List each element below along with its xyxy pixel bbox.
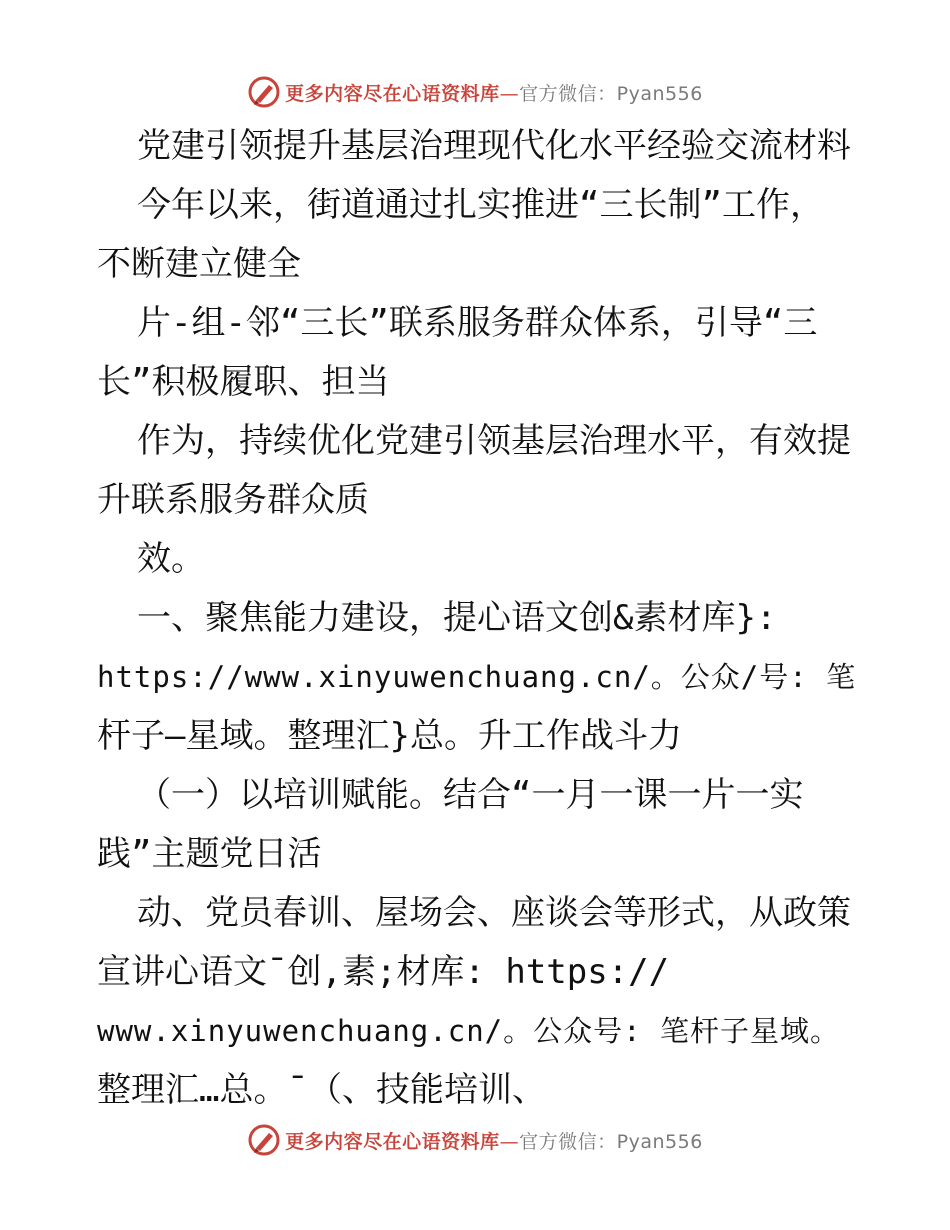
paragraph-line: 作为，持续优化党建引领基层治理水平，有效提 <box>137 421 851 461</box>
header-watermark <box>0 70 950 114</box>
section-heading: 一、聚焦能力建设，提心语文创&素材库}: <box>137 598 777 638</box>
paragraph-line: 效。 <box>137 539 205 579</box>
paragraph-line: 今年以来，街道通过扎实推进“三长制”工作， <box>137 185 824 225</box>
paragraph-line: 宣讲心语文¯创,素;材库: https:// <box>97 952 670 992</box>
paragraph-line: 片-组-邻“三长”联系服务群众体系，引导“三 <box>137 303 818 343</box>
watermark-brand: 更多内容尽在心语资料库 <box>285 1130 500 1153</box>
paragraph-line: 践”主题党日活 <box>97 834 322 874</box>
paragraph-line: 整理汇…总。¯（、技能培训、 <box>97 1070 546 1110</box>
watermark-wechat: 官方微信：Pyan556 <box>519 82 703 105</box>
paragraph-line: 不断建立健全 <box>97 244 301 284</box>
document-title: 党建引领提升基层治理现代化水平经验交流材料 <box>137 126 851 166</box>
footer-watermark <box>0 1118 950 1162</box>
watermark-wechat: 官方微信：Pyan556 <box>519 1130 703 1153</box>
pen-logo-icon <box>247 1123 281 1157</box>
paragraph-line: 长”积极履职、担当 <box>97 362 390 402</box>
paragraph-line: 杆子—星域。整理汇}总。升工作战斗力 <box>97 716 682 756</box>
watermark-dash: — <box>499 82 520 105</box>
watermark-brand: 更多内容尽在心语资料库 <box>285 82 500 105</box>
paragraph-line: 升联系服务群众质 <box>97 480 369 520</box>
paragraph-line: https://www.xinyuwenchuang.cn/。公众/号: 笔 <box>97 660 857 694</box>
paragraph-line: www.xinyuwenchuang.cn/。公众号: 笔杆子星域。 <box>97 1014 841 1048</box>
pen-logo-icon <box>247 75 281 109</box>
watermark-text <box>285 1127 703 1154</box>
paragraph-line: 动、党员春训、屋场会、座谈会等形式，从政策 <box>137 893 851 933</box>
watermark-text <box>285 79 703 106</box>
watermark-dash: — <box>499 1130 520 1153</box>
subsection-heading: （一）以培训赋能。结合“一月一课一片一实 <box>137 775 804 815</box>
